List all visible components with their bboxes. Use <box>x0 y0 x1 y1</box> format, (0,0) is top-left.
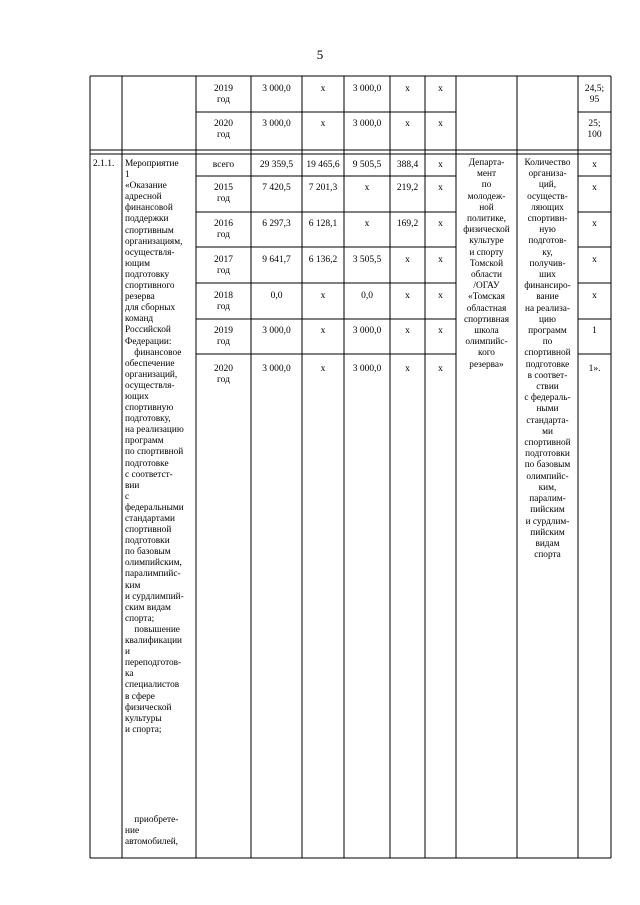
federal-cell: х <box>320 326 326 336</box>
total-cell: 9 641,7 <box>262 255 291 265</box>
other-cell: х <box>438 84 443 94</box>
indicator-value-cell: х <box>592 255 597 265</box>
regional-cell: 3 505,5 <box>352 255 382 265</box>
activity-number: 2.1.1. <box>93 159 115 169</box>
year-cell: 2018 год <box>214 291 233 312</box>
year-cell: 2017 год <box>214 255 233 276</box>
indicator-value-cell: 25; 100 <box>587 119 602 140</box>
total-cell: 3 000,0 <box>262 364 291 374</box>
local-cell: 169,2 <box>396 219 419 229</box>
page-number: 5 <box>316 47 324 62</box>
local-cell: х <box>405 119 410 129</box>
federal-cell: х <box>320 84 326 94</box>
federal-cell: 6 128,1 <box>308 219 338 229</box>
regional-cell: х <box>364 219 370 229</box>
total-cell: 3 000,0 <box>262 326 291 336</box>
regional-cell: 0,0 <box>361 291 373 301</box>
other-cell: х <box>438 364 443 374</box>
local-cell: х <box>405 291 410 301</box>
federal-cell: 7 201,3 <box>308 183 338 193</box>
indicator-value-cell: х <box>592 291 597 301</box>
federal-cell: 6 136,2 <box>308 255 338 265</box>
other-cell: х <box>438 183 443 193</box>
total-cell: 3 000,0 <box>262 119 291 129</box>
other-cell: х <box>438 160 443 170</box>
indicator-value-cell: х <box>592 219 597 229</box>
indicator-name-cell: Количество организа- ций, осуществ- ляющих спортивн- ную подготов- ку, получив- ших финансиро- вание на реализа- цию программ по спортивной подготовке в соответ- ствии с федераль- ными стандарта- ми спортивной подготовки по базовым олимпийс- ким, паралим- пийским и сурдлим- пийским видам спорта <box>524 158 571 561</box>
federal-cell: 19 465,6 <box>306 160 340 170</box>
year-cell: 2016 год <box>214 219 233 240</box>
regional-cell: 3 000,0 <box>352 326 382 336</box>
indicator-value-cell: 1». <box>588 364 601 374</box>
total-cell: 3 000,0 <box>262 84 291 94</box>
year-cell: всего <box>212 160 235 170</box>
total-cell: 29 359,5 <box>259 160 294 170</box>
total-cell: 0,0 <box>270 291 283 301</box>
indicator-value-cell: 1 <box>592 326 597 336</box>
other-cell: х <box>438 119 443 129</box>
year-cell: 2015 год <box>214 183 233 204</box>
local-cell: х <box>405 84 410 94</box>
year-cell: 2020 год <box>214 364 233 385</box>
indicator-value-cell: х <box>592 160 597 170</box>
other-cell: х <box>438 255 443 265</box>
regional-cell: 3 000,0 <box>352 364 382 374</box>
other-cell: х <box>438 326 443 336</box>
federal-cell: х <box>320 291 326 301</box>
year-cell: 2019 год <box>214 84 233 105</box>
activity-description: Мероприятие 1 «Оказание адресной финансовой поддержки спортивным организациям, осуществля- ющим подготовку спортивного резерва для сборных команд Российской Федерации: финансовое обеспечение организаций, осуществля- ющих спортивную подготовку, на реализацию программ по спортивной подготовке с соответст- вии с федеральными стандартами спортивной подготовки по базовым олимпийским, паралимпийс- ким и сурдлимпий- ским видам спорта; повышение квалификации и переподготов- ка специалистов в сфере физической культуры и спорта; <box>125 159 184 735</box>
indicator-value-cell: 24,5; 95 <box>584 84 605 105</box>
year-cell: 2020 год <box>214 119 233 140</box>
total-cell: 6 297,3 <box>262 219 291 229</box>
other-cell: х <box>438 291 443 301</box>
regional-cell: 9 505,5 <box>352 160 382 170</box>
regional-cell: 3 000,0 <box>352 84 382 94</box>
federal-cell: х <box>320 119 326 129</box>
activity-description-tail: приобрете- ние автомобилей, <box>125 815 179 848</box>
total-cell: 7 420,5 <box>262 183 291 193</box>
federal-cell: х <box>320 364 326 374</box>
indicator-value-cell: х <box>592 183 597 193</box>
local-cell: х <box>405 255 410 265</box>
regional-cell: х <box>364 183 370 193</box>
local-cell: х <box>405 364 410 374</box>
local-cell: 388,4 <box>396 160 419 170</box>
year-cell: 2019 год <box>214 326 233 347</box>
regional-cell: 3 000,0 <box>352 119 382 129</box>
local-cell: х <box>405 326 410 336</box>
executor-cell: Департа- мент по молодеж- ной политике, физической культуре и спорту Томской области /ОГАУ «Томская областная спортивная школа олимпийс- кого резерва» <box>463 158 510 370</box>
other-cell: х <box>438 219 443 229</box>
local-cell: 219,2 <box>396 183 419 193</box>
